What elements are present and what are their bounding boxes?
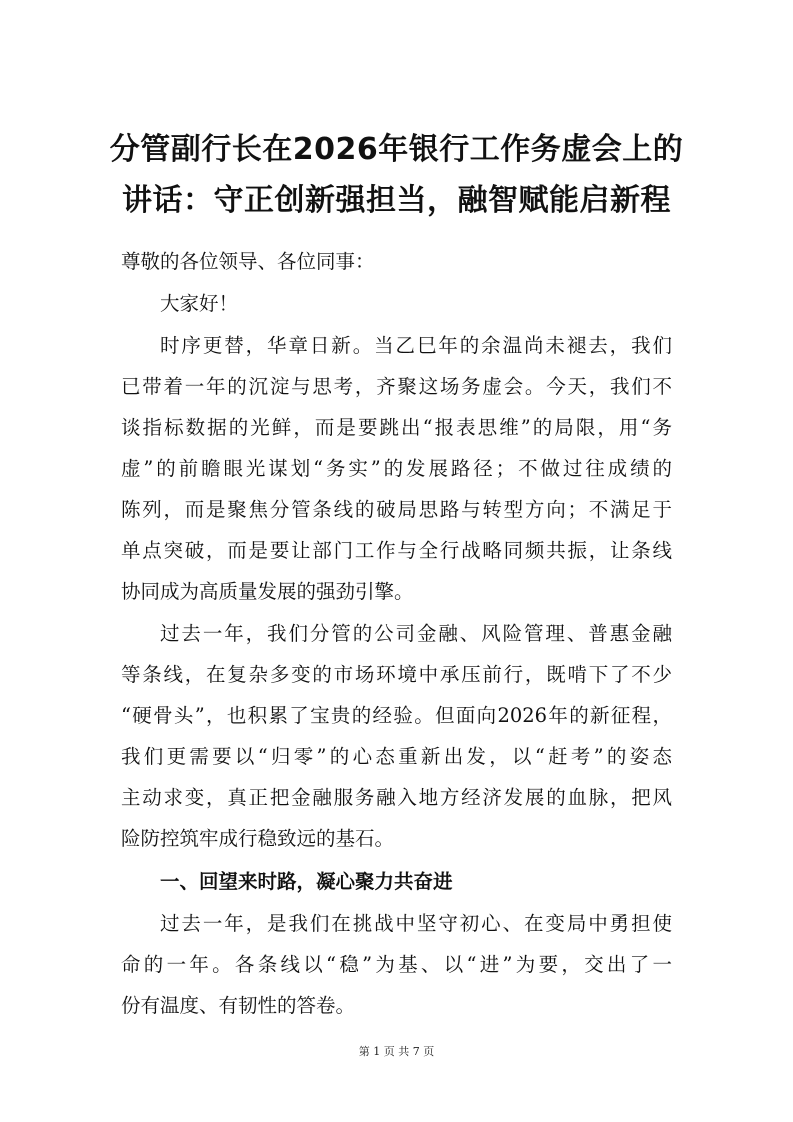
paragraph-3-line-2: 命的一年。各条线以“稳”为基、以“进”为要，交出了一 [121,953,672,976]
section-heading-1: 一、回望来时路，凝心聚力共奋进 [160,870,453,893]
paragraph-3-line-3: 份有温度、有韧性的答卷。 [121,994,356,1017]
paragraph-2-line-5: 主动求变，真正把金融服务融入地方经济发展的血脉，把风 [121,786,672,809]
page-footer: 第 1 页 共 7 页 [358,1045,435,1058]
paragraph-3-line-1: 过去一年，是我们在挑战中坚守初心、在变局中勇担使 [160,912,672,935]
paragraph-1-line-5: 陈列，而是聚焦分管条线的破局思路与转型方向；不满足于 [121,498,672,521]
paragraph-2-line-1: 过去一年，我们分管的公司金融、风险管理、普惠金融 [160,622,672,645]
paragraph-1-line-2: 已带着一年的沉淀与思考，齐聚这场务虚会。今天，我们不 [121,375,672,398]
greeting: 大家好！ [160,292,239,315]
paragraph-1-line-6: 单点突破，而是要让部门工作与全行战略同频共振，让条线 [121,539,672,562]
paragraph-1-line-1: 时序更替，华章日新。当乙巳年的余温尚未褪去，我们 [160,334,672,357]
salutation: 尊敬的各位领导、各位同事： [121,250,375,273]
paragraph-2-line-3: “硬骨头”，也积累了宝贵的经验。但面向2026年的新征程， [121,704,672,727]
paragraph-1-line-7: 协同成为高质量发展的强劲引擎。 [121,580,414,603]
paragraph-1-line-3: 谈指标数据的光鲜，而是要跳出“报表思维”的局限，用“务 [121,416,672,439]
paragraph-2-line-4: 我们更需要以“归零”的心态重新出发，以“赶考”的姿态 [121,745,672,768]
paragraph-2-line-2: 等条线，在复杂多变的市场环境中承压前行，既啃下了不少 [121,663,672,686]
document-title-line-2: 讲话：守正创新强担当，融智赋能启新程 [122,183,671,218]
paragraph-2-line-6: 险防控筑牢成行稳致远的基石。 [121,827,395,850]
paragraph-1-line-4: 虚”的前瞻眼光谋划“务实”的发展路径；不做过往成绩的 [121,457,672,480]
document-title-line-1: 分管副行长在2026年银行工作务虚会上的 [109,132,684,167]
